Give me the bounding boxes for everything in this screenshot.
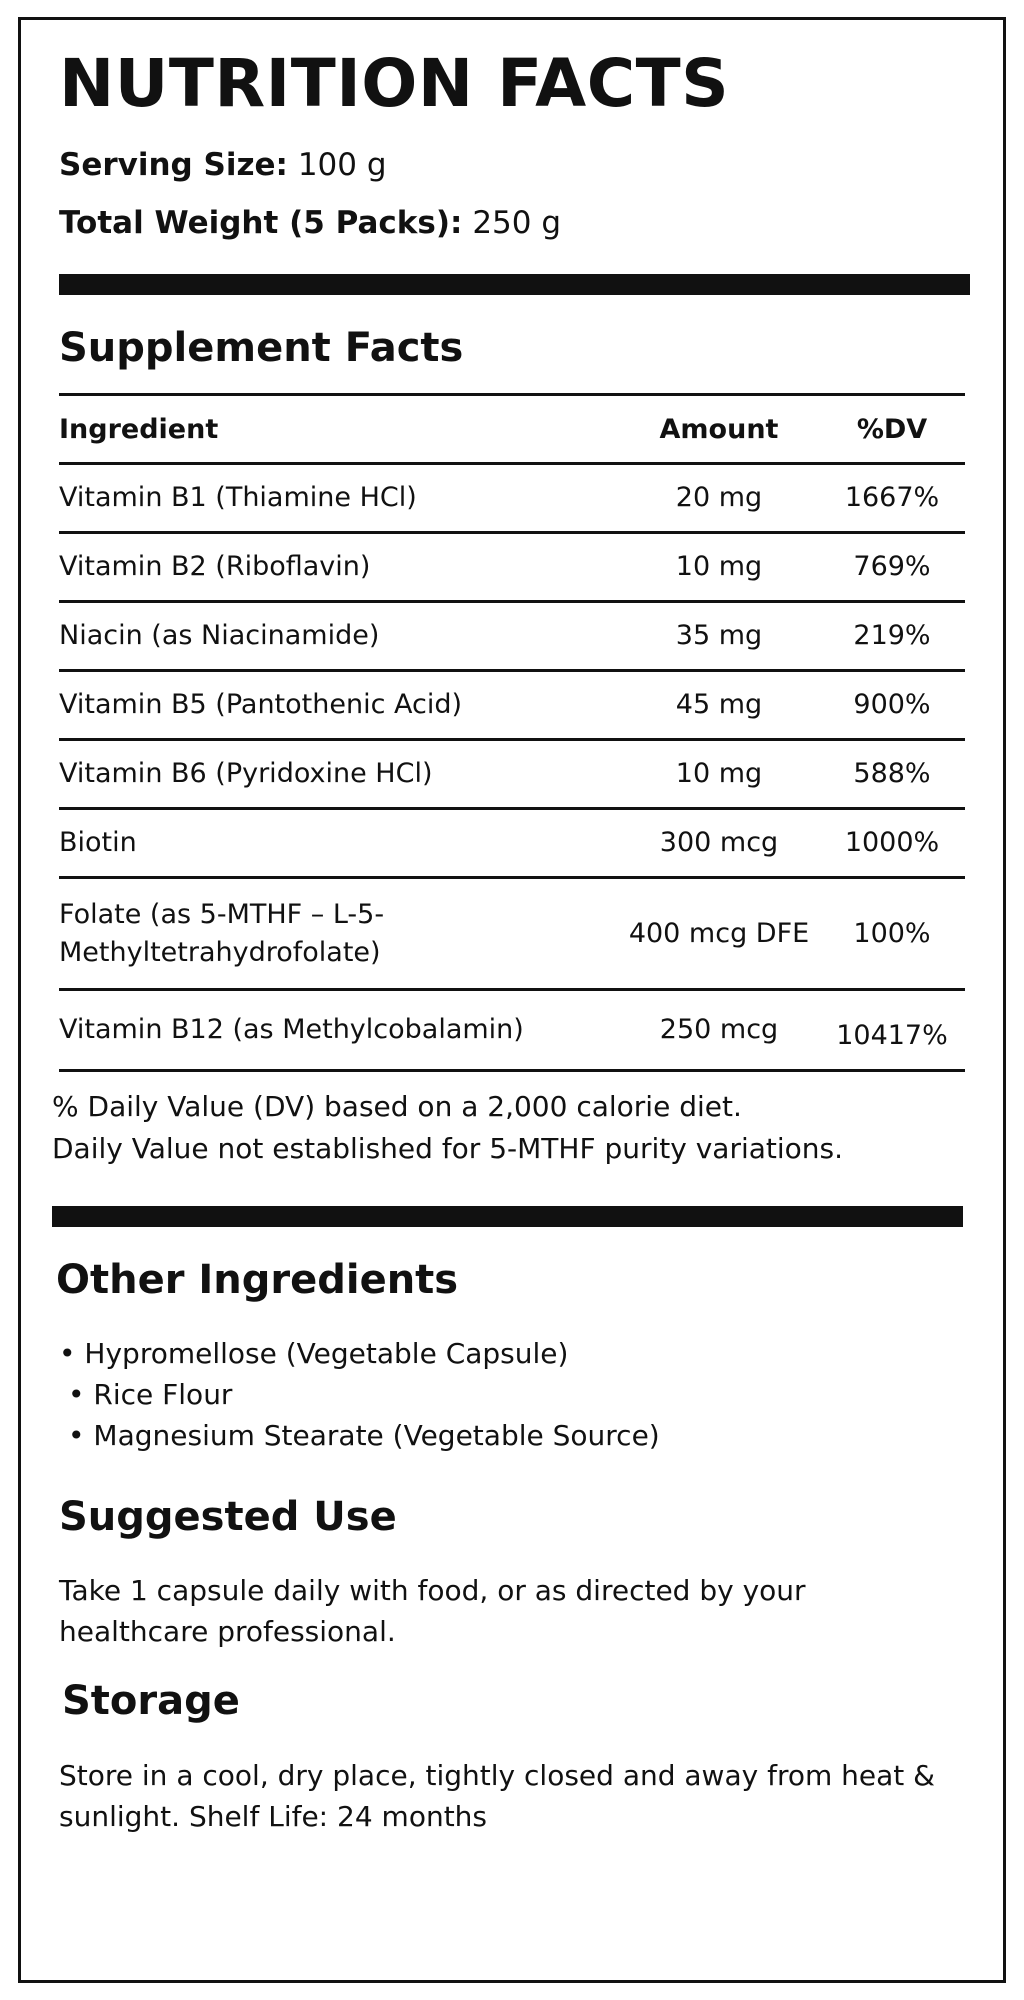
- ingredient-name: Vitamin B5 (Pantothenic Acid): [59, 671, 619, 740]
- table-row: [59, 533, 965, 602]
- table-row: [59, 671, 965, 740]
- table-row: [59, 740, 965, 809]
- total-weight: [59, 203, 561, 243]
- list-item: • Magnesium Stearate (Vegetable Source): [68, 1419, 660, 1452]
- list-item: • Hypromellose (Vegetable Capsule): [59, 1337, 569, 1370]
- ingredient-dv: 1000%: [819, 809, 965, 878]
- dv-note: % Daily Value (DV) based on a 2,000 calorie diet.: [52, 1090, 742, 1123]
- column-header-amount: Amount: [619, 395, 819, 464]
- serving-size-label: Serving Size:: [59, 147, 288, 183]
- column-header-ingredient: Ingredient: [59, 395, 619, 464]
- table-row: [59, 464, 965, 533]
- ingredient-name-line: Methyltetrahydrofolate): [59, 936, 381, 968]
- total-weight-value: 250 g: [472, 205, 562, 241]
- list-item: • Rice Flour: [68, 1378, 233, 1411]
- ingredient-amount: 10 mg: [619, 740, 819, 809]
- ingredient-name: Vitamin B12 (as Methylcobalamin): [59, 990, 619, 1071]
- ingredient-dv: 219%: [819, 602, 965, 671]
- suggested-use-text: Take 1 capsule daily with food, or as directed by your healthcare professional.: [59, 1574, 806, 1648]
- page-title: NUTRITION FACTS: [59, 45, 730, 122]
- ingredient-name: Niacin (as Niacinamide): [59, 602, 619, 671]
- suggested-use-title: Suggested Use: [59, 1494, 397, 1540]
- ingredient-amount: 45 mg: [619, 671, 819, 740]
- table-row: [59, 809, 965, 878]
- supplement-facts-title: Supplement Facts: [59, 325, 464, 371]
- dv-note: Daily Value not established for 5-MTHF purity variations.: [52, 1132, 844, 1165]
- table-row: [59, 878, 965, 990]
- total-weight-label: Total Weight (5 Packs):: [59, 205, 463, 241]
- ingredient-dv: 100%: [819, 878, 965, 990]
- ingredient-amount: 400 mcg DFE: [619, 878, 819, 990]
- ingredient-amount: 35 mg: [619, 602, 819, 671]
- serving-size: [59, 145, 387, 185]
- ingredient-name: Vitamin B2 (Riboflavin): [59, 533, 619, 602]
- ingredient-amount: 300 mcg: [619, 809, 819, 878]
- ingredient-amount: 10 mg: [619, 533, 819, 602]
- ingredient-dv: 10417%: [819, 990, 965, 1071]
- ingredient-name: Vitamin B1 (Thiamine HCl): [59, 464, 619, 533]
- ingredient-name: Vitamin B6 (Pyridoxine HCl): [59, 740, 619, 809]
- storage-title: Storage: [62, 1678, 240, 1724]
- section-divider: [52, 1206, 963, 1227]
- ingredient-name: [59, 878, 619, 990]
- storage-text: Store in a cool, dry place, tightly closed and away from heat & sunlight. Shelf Life: 24 months: [59, 1759, 935, 1833]
- ingredient-name: Biotin: [59, 809, 619, 878]
- ingredient-amount: 20 mg: [619, 464, 819, 533]
- section-divider: [59, 274, 970, 295]
- supplement-facts-table: [59, 393, 965, 1072]
- ingredient-amount: 250 mcg: [619, 990, 819, 1071]
- other-ingredients-title: Other Ingredients: [56, 1257, 459, 1303]
- table-header-row: [59, 395, 965, 464]
- ingredient-name-line: Folate (as 5-MTHF – L-5-: [59, 898, 385, 930]
- ingredient-dv: 769%: [819, 533, 965, 602]
- ingredient-dv: 900%: [819, 671, 965, 740]
- table-row: [59, 990, 965, 1071]
- serving-size-value: 100 g: [297, 147, 387, 183]
- ingredient-dv: 1667%: [819, 464, 965, 533]
- column-header-dv: %DV: [819, 395, 965, 464]
- table-row: [59, 602, 965, 671]
- ingredient-dv: 588%: [819, 740, 965, 809]
